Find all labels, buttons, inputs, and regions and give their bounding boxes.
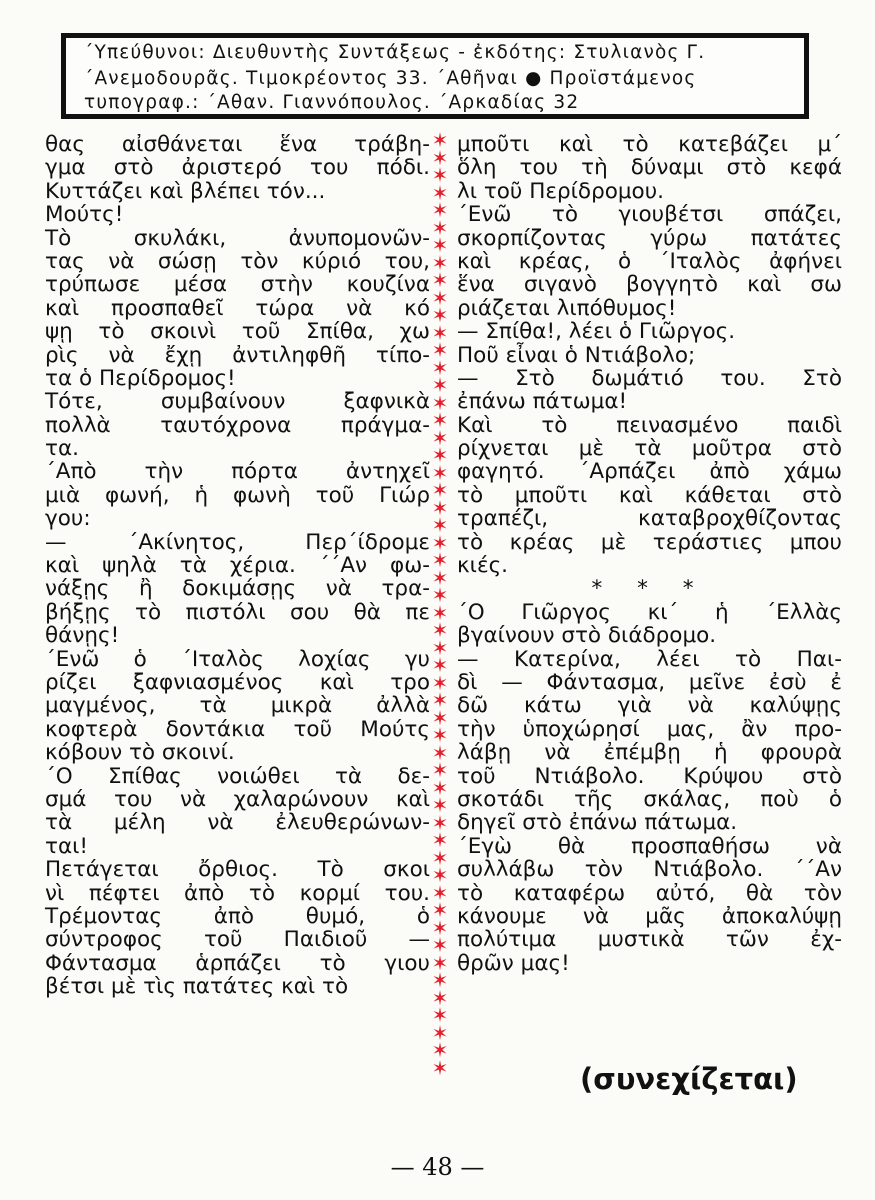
red-star-icon: ✶ [431, 268, 449, 292]
text-line: — Σπίθα!, λέει ὁ Γιῶργος. [457, 319, 736, 345]
red-star-icon: ✶ [431, 548, 449, 572]
text-line: δὶ — Φάντασμα, μεῖνε ἐσὺ ἐ [457, 669, 842, 695]
red-star-icon: ✶ [431, 600, 449, 625]
red-star-icon: ✶ [431, 915, 449, 940]
red-star-icon: ✶ [431, 250, 449, 275]
text-line: τοῦ Ντιάβολο. Κρύψου στὸ [457, 763, 842, 789]
text-line: Πετάγεται ὄρθιος. Τὸ σκοι [45, 857, 430, 883]
red-star-icon: ✶ [431, 390, 449, 415]
red-star-icon: ✶ [431, 303, 449, 327]
star-divider [428, 132, 452, 1080]
text-line: τὸ μποῦτι καὶ κάθεται στὸ [457, 482, 842, 508]
text-line: κιές. [457, 553, 509, 579]
red-star-icon: ✶ [431, 775, 449, 800]
red-star-icon: ✶ [431, 618, 449, 642]
text-line: δῶ κάτω γιὰ νὰ καλύψῃς [457, 693, 842, 719]
text-line: νὶ πέφτει ἀπὸ τὸ κορμί του. [45, 880, 430, 906]
text-line: ρίζει ξαφνιασμένος καὶ τρο [45, 669, 430, 695]
red-star-icon: ✶ [431, 408, 449, 432]
text-line: γου: [45, 506, 91, 532]
red-star-icon: ✶ [431, 513, 449, 537]
text-line: μποῦτι καὶ τὸ κατεβάζει μ΄ [457, 132, 842, 157]
red-star-icon: ✶ [431, 338, 449, 362]
red-star-icon: ✶ [431, 198, 449, 222]
text-line: ρὶς νὰ ἔχῃ ἀντιληφθῆ τίπο- [45, 342, 430, 368]
page-number: — 48 — [390, 1153, 485, 1181]
text-line: Τότε, συμβαίνουν ξαφνικὰ [45, 389, 430, 415]
text-line: Ποῦ εἶναι ὁ Ντιάβολο; [457, 342, 696, 368]
red-star-icon: ✶ [431, 933, 449, 957]
text-line: ψῃ τὸ σκοινὶ τοῦ Σπίθα, χω [45, 319, 430, 345]
red-star-icon: ✶ [431, 845, 449, 870]
text-line: συλλάβω τὸν Ντιάβολο. ΄΄Αν [457, 857, 842, 883]
red-star-icon: ✶ [431, 163, 449, 187]
text-line: γμα στὸ ἀριστερό του πόδι. [45, 155, 430, 181]
credits-line: τυπογραφ.: ΄Αθαν. Γιαννόπουλος. ΄Αρκαδίας 32 [84, 92, 580, 113]
red-star-icon: ✶ [431, 793, 449, 817]
text-line: θας αἰσθάνεται ἕνα τράβη- [45, 132, 430, 157]
red-star-icon: ✶ [431, 985, 449, 1010]
red-star-icon: ✶ [431, 670, 449, 695]
red-star-icon: ✶ [431, 443, 449, 467]
text-line: ΄Ενῶ ὁ ΄Ιταλὸς λοχίας γυ [45, 646, 430, 672]
red-star-icon: ✶ [431, 583, 449, 607]
red-star-icon: ✶ [431, 1003, 449, 1027]
red-star-icon: ✶ [431, 132, 449, 152]
text-line: βέτσι μὲ τὶς πατάτες καὶ τὸ [45, 974, 349, 1000]
text-line: κάνουμε νὰ μᾶς ἀποκαλύψῃ [457, 903, 842, 929]
text-line: σκορπίζοντας γύρω πατάτες [457, 225, 842, 251]
red-star-icon: ✶ [431, 758, 449, 782]
text-line: τὴν ὑποχώρησί μας, ἂν προ- [457, 716, 842, 742]
red-star-icon: ✶ [431, 740, 449, 765]
red-star-icon: ✶ [431, 355, 449, 380]
text-line: τα. [45, 436, 79, 462]
text-line: ΄Ενῶ τὸ γιουβέτσι σπάζει, [457, 202, 842, 228]
red-star-icon: ✶ [431, 373, 449, 397]
text-line: Κυττάζει καὶ βλέπει τόν... [45, 178, 326, 204]
text-line: ΄Ο Σπίθας νοιώθει τὰ δε- [45, 763, 430, 789]
text-line: δηγεῖ στὸ ἐπάνω πάτωμα. [457, 810, 738, 836]
left-text-column [45, 133, 430, 998]
red-star-icon: ✶ [431, 425, 449, 450]
red-star-icon: ✶ [431, 1038, 449, 1062]
text-line: κόβουν τὸ σκοινί. [45, 740, 235, 766]
credits-line: ΄Υπεύθυνοι: Διευθυντὴς Συντάξεως - ἐκδότης: Στυλιανὸς Γ. [84, 42, 706, 63]
red-star-icon: ✶ [431, 880, 449, 905]
text-line: νάξῃς ἢ δοκιμάσῃς νὰ τρα- [45, 576, 430, 602]
text-line: φαγητό. ΄Αρπάζει ἀπὸ χάμω [457, 459, 842, 485]
red-star-icon: ✶ [431, 1020, 449, 1045]
text-line: καὶ ψηλὰ τὰ χέρια. ΄΄Αν φω- [45, 553, 430, 579]
text-line: Τρέμοντας ἀπὸ θυμό, ὁ [45, 903, 430, 929]
text-line: — Κατερίνα, λέει τὸ Παι- [457, 646, 842, 672]
text-line: μαγμένος, τὰ μικρὰ ἀλλὰ [45, 693, 430, 719]
text-line: Φάντασμα ἁρπάζει τὸ γιου [45, 950, 430, 976]
text-line: τραπέζι, καταβροχθίζοντας [457, 506, 842, 532]
red-star-icon: ✶ [431, 950, 449, 975]
red-star-icon: ✶ [431, 723, 449, 747]
text-line: πολλὰ ταυτόχρονα πράγμα- [45, 412, 430, 438]
text-line: σύντροφος τοῦ Παιδιοῦ — [45, 927, 430, 953]
red-star-icon: ✶ [431, 565, 449, 590]
text-line: βήξῃς τὸ πιστόλι σου θὰ πε [45, 599, 430, 625]
red-star-icon: ✶ [431, 828, 449, 852]
red-star-icon: ✶ [431, 215, 449, 240]
red-star-icon: ✶ [431, 1055, 449, 1080]
red-star-icon: ✶ [431, 688, 449, 712]
red-star-icon: ✶ [431, 898, 449, 922]
text-line: ΄Απὸ τὴν πόρτα ἀντηχεῖ [45, 459, 430, 485]
text-line: — ΄Ακίνητος, Περ΄ίδρομε [45, 529, 430, 555]
text-line: ται! [45, 833, 89, 859]
red-star-icon: ✶ [431, 863, 449, 887]
red-star-icon: ✶ [431, 285, 449, 310]
credits-box [61, 33, 809, 119]
right-text-column [457, 133, 842, 975]
text-line: ὅλη του τὴ δύναμι στὸ κεφά [457, 155, 842, 181]
text-line: τα ὁ Περίδρομος! [45, 365, 236, 391]
text-line: Τὸ σκυλάκι, ἀνυπομονῶν- [45, 225, 430, 251]
text-line: Μούτς! [45, 202, 124, 228]
red-star-icon: ✶ [431, 810, 449, 835]
text-line: τας νὰ σώσῃ τὸν κύριό του, [45, 248, 430, 274]
text-line: μιὰ φωνή, ἡ φωνὴ τοῦ Γιώρ [45, 482, 430, 508]
text-line: σκοτάδι τῆς σκάλας, ποὺ ὁ [457, 786, 842, 812]
text-line: καὶ κρέας, ὁ ΄Ιταλὸς ἀφήνει [457, 248, 842, 274]
text-line: ἐπάνω πάτωμα! [457, 389, 628, 415]
text-line: ρίχνεται μὲ τὰ μοῦτρα στὸ [457, 436, 842, 462]
red-star-icon: ✶ [431, 635, 449, 660]
red-star-icon: ✶ [431, 530, 449, 555]
text-line: ριάζεται λιπόθυμος! [457, 295, 677, 321]
text-line: τρύπωσε μέσα στὴν κουζίνα [45, 272, 430, 298]
text-line: ἕνα σιγανὸ βογγητὸ καὶ σω [457, 272, 842, 298]
red-star-icon: ✶ [431, 653, 449, 677]
text-line: κοφτερὰ δοντάκια τοῦ Μούτς [45, 716, 430, 742]
red-star-icon: ✶ [431, 968, 449, 992]
red-star-icon: ✶ [431, 180, 449, 205]
red-star-icon: ✶ [431, 320, 449, 345]
text-line: τὸ καταφέρω αὐτό, θὰ τὸν [457, 880, 842, 906]
text-line: θάνῃς! [45, 623, 120, 649]
text-line: πολύτιμα μυστικὰ τῶν ἐχ- [457, 927, 842, 953]
text-line: καὶ προσπαθεῖ τώρα νὰ κό [45, 295, 430, 321]
text-line: τὸ κρέας μὲ τεράστιες μπου [457, 529, 842, 555]
text-line: λάβῃ νὰ ἐπέμβῃ ἡ φρουρὰ [457, 740, 842, 766]
red-star-icon: ✶ [431, 478, 449, 502]
text-line: ΄Ο Γιῶργος κι΄ ἡ ΄Ελλὰς [457, 599, 842, 625]
text-line: σμά του νὰ χαλαρώνουν καὶ [45, 786, 430, 812]
red-star-icon: ✶ [431, 460, 449, 485]
red-star-icon: ✶ [431, 705, 449, 730]
red-star-icon: ✶ [431, 495, 449, 520]
text-line: Καὶ τὸ πεινασμένο παιδὶ [457, 412, 842, 438]
text-line: * * * [591, 576, 708, 602]
continued-label: (συνεχίζεται) [580, 1062, 798, 1096]
text-line: τὰ μέλη νὰ ἐλευθερώνων- [45, 810, 430, 836]
red-star-icon: ✶ [431, 145, 449, 170]
text-line: θρῶν μας! [457, 950, 570, 976]
text-line: βγαίνουν στὸ διάδρομο. [457, 623, 717, 649]
credits-line: ΄Ανεμοδουρᾶς. Τιμοκρέοντος 33. ΄Αθῆναι ● Προϊστάμενος [84, 68, 697, 89]
text-line: λι τοῦ Περίδρομου. [457, 178, 664, 204]
red-star-icon: ✶ [431, 233, 449, 257]
text-line: — Στὸ δωμάτιό του. Στὸ [457, 365, 842, 391]
text-line: ΄Εγὼ θὰ προσπαθήσω νὰ [457, 833, 842, 859]
